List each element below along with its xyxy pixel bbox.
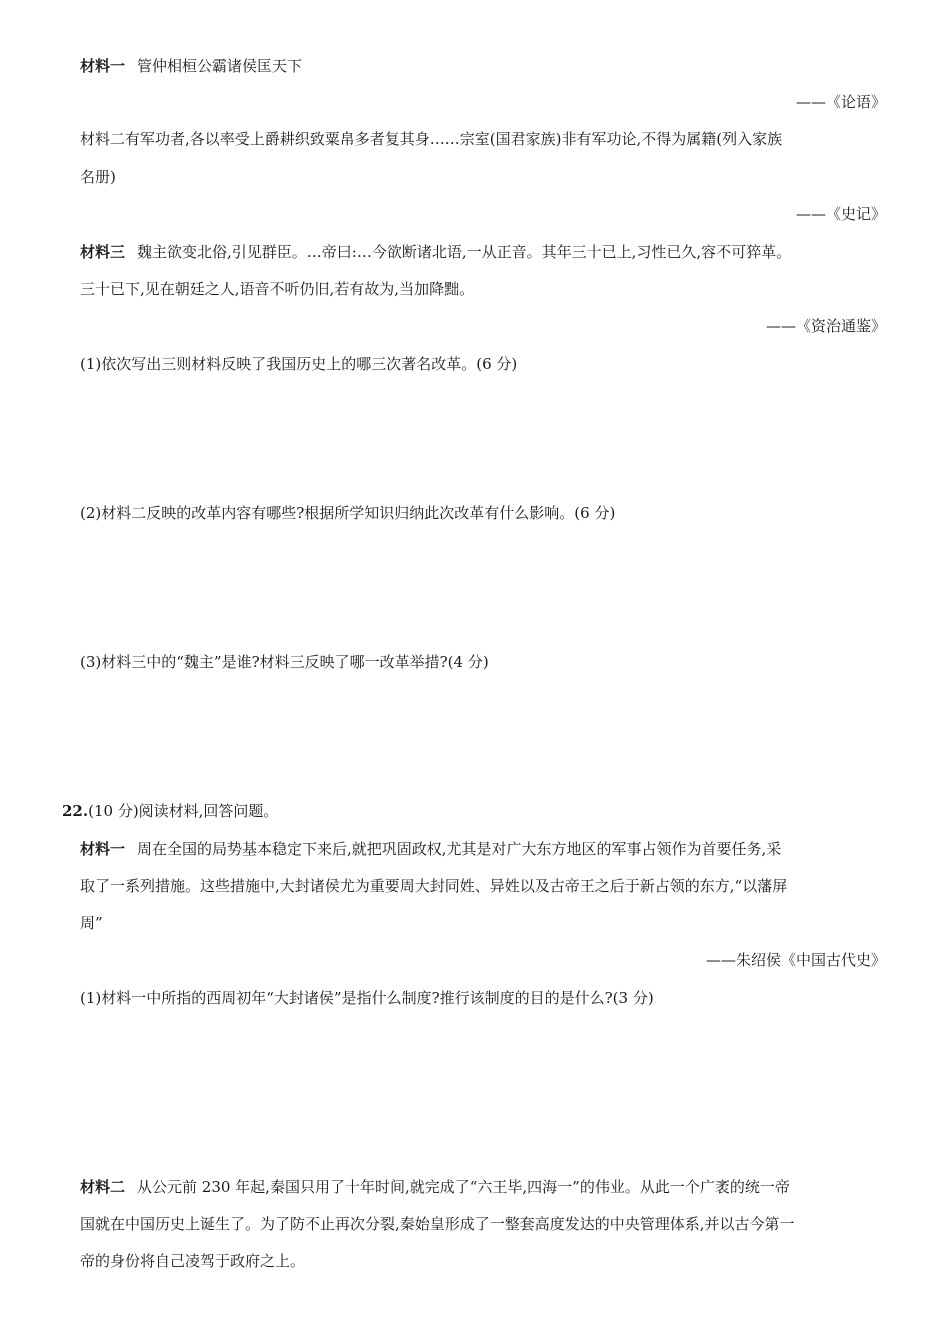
material-text: 管仲相桓公霸诸侯匡天下 <box>137 57 303 75</box>
question-number: 22. <box>62 802 89 820</box>
source-citation: ——《史记》 <box>795 205 886 223</box>
material-label: 材料三 <box>80 243 126 261</box>
q21-material-3-line-1 <box>80 242 886 262</box>
q21-material-2-line-2: 名册) <box>80 168 116 186</box>
q21-material-3-line-2: 三十已下,见在朝廷之人,语音不听仍旧,若有故为,当加降黜。 <box>80 280 475 298</box>
q22-question-1: (1)材料一中所指的西周初年“大封诸侯”是指什么制度?推行该制度的目的是什么?(3 分) <box>80 989 654 1007</box>
q21-question-2: (2)材料二反映的改革内容有哪些?根据所学知识归纳此次改革有什么影响。(6 分) <box>80 504 616 522</box>
q21-question-3: (3)材料三中的“魏主”是谁?材料三反映了哪一改革举措?(4 分) <box>80 653 489 671</box>
material-text: 魏主欲变北俗,引见群臣。…帝曰:…今欲断诸北语,一从正音。其年三十已上,习性已久,容不可猝革。 <box>137 243 792 261</box>
q22-material-2-line-1 <box>80 1177 886 1197</box>
q21-material-2-line-1: 材料二有军功者,各以率受上爵耕织致粟帛多者复其身……宗室(国君家族)非有军功论,不得为属籍(列入家族 <box>80 130 783 148</box>
q22-material-1-line-1 <box>80 839 886 859</box>
q22-material-1-line-2: 取了一系列措施。这些措施中,大封诸侯尤为重要周大封同姓、异姓以及古帝王之后于新占领的东方,“以藩屏 <box>80 877 788 895</box>
material-label: 材料一 <box>80 840 126 858</box>
source-citation: ——《资治通鉴》 <box>765 317 886 335</box>
material-text: 从公元前 230 年起,秦国只用了十年时间,就完成了“六王毕,四海一”的伟业。从此一个广袤的统一帝 <box>137 1178 790 1196</box>
q22-material-2-line-3: 帝的身份将自己凌驾于政府之上。 <box>80 1252 306 1270</box>
source-citation: ——朱绍侯《中国古代史》 <box>705 951 886 969</box>
material-label: 材料二 <box>80 1178 126 1196</box>
question-instruction: (10 分)阅读材料,回答问题。 <box>88 802 279 820</box>
material-text: 周在全国的局势基本稳定下来后,就把巩固政权,尤其是对广大东方地区的军事占领作为首要任务,采 <box>137 840 782 858</box>
q22-material-1-line-3: 周” <box>80 914 103 932</box>
q21-question-1: (1)依次写出三则材料反映了我国历史上的哪三次著名改革。(6 分) <box>80 355 518 373</box>
q21-material-1 <box>80 56 886 76</box>
q22-header <box>62 801 868 821</box>
source-citation: ——《论语》 <box>795 93 886 111</box>
material-label: 材料一 <box>80 57 126 75</box>
q22-material-2-line-2: 国就在中国历史上诞生了。为了防不止再次分裂,秦始皇形成了一整套高度发达的中央管理体系,并以古今第一 <box>80 1215 795 1233</box>
